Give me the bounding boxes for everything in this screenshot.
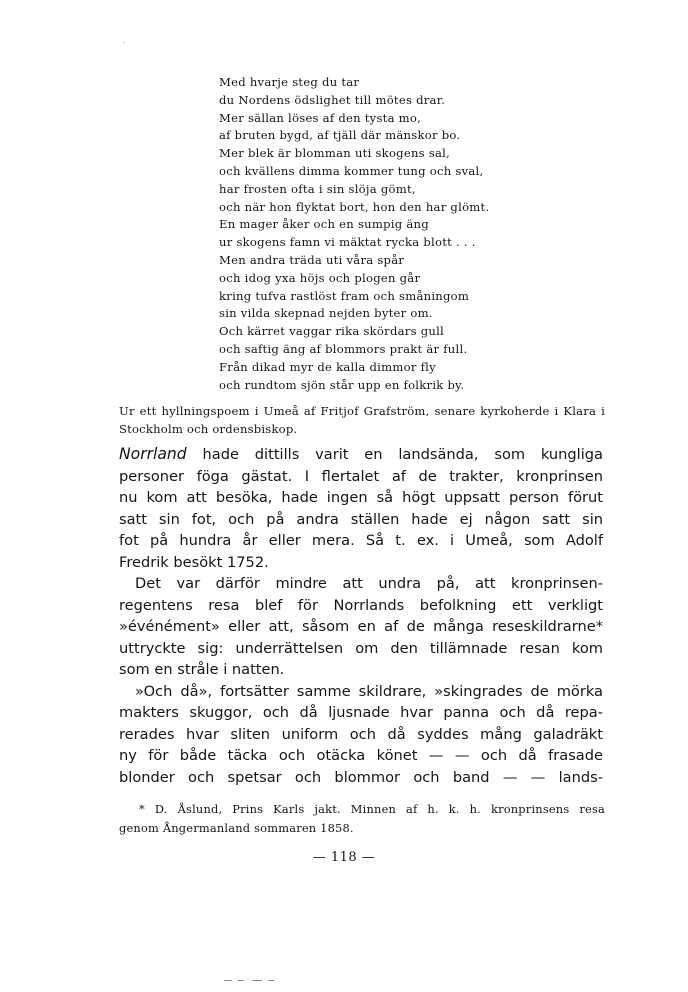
page-number: — 118 —: [312, 850, 376, 865]
body-line: ny för både täcka och otäcka könet — — och då frasade: [119, 747, 603, 764]
footnote-line: genom Ångermanland sommaren 1858.: [119, 821, 354, 835]
poem-caption: Ur ett hyllningspoem i Umeå af Fritjof Grafström, senare kyrkoherde i Klara i Stockholm och ordensbiskop.: [119, 404, 605, 436]
body-text: [119, 444, 603, 788]
poem-line: och saftig äng af blommors prakt är full.: [219, 341, 468, 356]
poem-line: sin vilda skepnad nejden byter om.: [219, 306, 433, 321]
poem-line: och rundtom sjön står upp en folkrik by.: [219, 377, 465, 392]
poem-line: du Nordens ödslighet till mötes drar.: [219, 92, 446, 107]
body-line: personer föga gästat. I flertalet af de trakter, kronprinsen: [119, 467, 603, 485]
poem-line: af bruten bygd, af tjäll där mänskor bo.: [219, 128, 461, 143]
poem-line: kring tufva rastlöst fram och småningom: [219, 288, 470, 303]
body-line: Det var därför mindre att undra på, att kronprinsen-: [135, 575, 603, 592]
poem-line: ur skogens famn vi mäktat rycka blott . . .: [219, 235, 476, 250]
scan-artifact: [268, 980, 274, 981]
scan-artifact: [224, 980, 232, 981]
body-line: »événément» eller att, såsom en af de många reseskildrarne*: [119, 618, 603, 635]
body-line: regentens resa blef för Norrlands befolkning ett verkligt: [119, 596, 603, 614]
poem-line: Mer blek är blomman uti skogens sal,: [219, 146, 451, 161]
scan-artifact: [238, 980, 244, 981]
body-line: uttryckte sig: underrättelsen om den tillämnade resan kom: [119, 639, 603, 657]
footnote-line: * D. Åslund, Prins Karls jakt. Minnen af h. k. h. kronprinsens resa: [139, 802, 605, 816]
body-line: Fredrik besökt 1752.: [119, 553, 269, 571]
body-line: fot på hundra år eller mera. Så t. ex. i Umeå, som Adolf: [119, 532, 603, 549]
scan-artifact: [252, 980, 262, 981]
poem-block: [219, 74, 599, 394]
body-line: makters skuggor, och då ljusnade hvar panna och då repa-: [119, 704, 603, 721]
body-line: [119, 444, 603, 466]
body-line: nu kom att besöka, hade ingen så högt uppsatt person förut: [119, 489, 603, 506]
poem-line: och kvällens dimma kommer tung och sval,: [219, 163, 484, 178]
poem-line: och idog yxa höjs och plogen går: [219, 270, 421, 285]
body-line-text: hade dittills varit en landsända, som kungliga: [186, 446, 603, 463]
poem-line: har frosten ofta i sin slöja gömt,: [219, 181, 416, 196]
poem-line: Från dikad myr de kalla dimmor fly: [219, 359, 436, 374]
body-line: blonder och spetsar och blommor och band — — lands-: [119, 768, 603, 786]
poem-line: och när hon flyktat bort, hon den har glömt.: [219, 199, 490, 214]
body-line: som en stråle i natten.: [119, 661, 285, 678]
body-line: »Och då», fortsätter samme skildrare, »skingrades de mörka: [135, 682, 603, 700]
poem-line: Mer sällan löses af den tysta mo,: [219, 110, 422, 125]
poem-line: Men andra träda uti våra spår: [219, 252, 405, 267]
poem-line: Och kärret vaggar rika skördars gull: [219, 324, 445, 339]
body-line: rerades hvar sliten uniform och då syddes mång galadräkt: [119, 725, 603, 743]
poem-line: Med hvarje steg du tar: [219, 75, 360, 89]
footnote: [119, 800, 605, 838]
scan-speck: [124, 42, 125, 43]
lead-word: Norrland: [119, 445, 187, 463]
poem-line: En mager åker och en sumpig äng: [219, 217, 429, 232]
body-line: satt sin fot, och på andra ställen hade ej någon satt sin: [119, 510, 603, 528]
